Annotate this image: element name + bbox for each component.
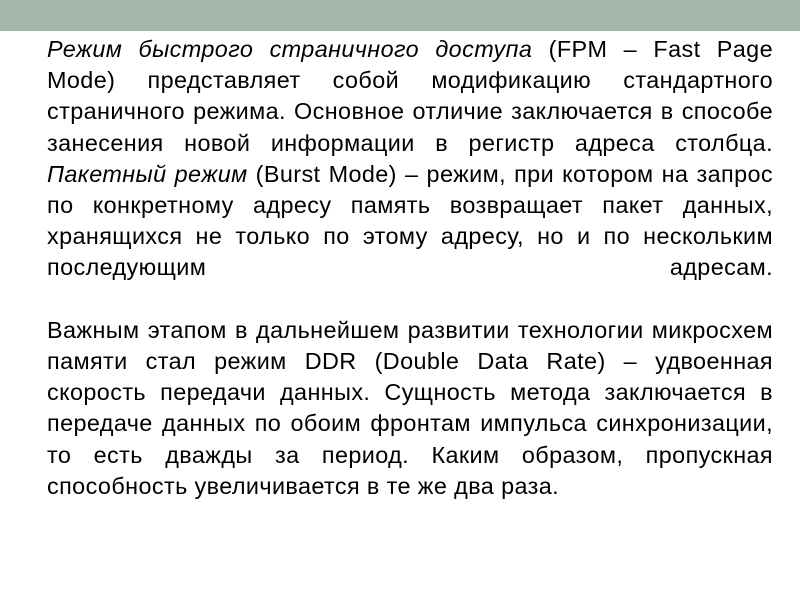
paragraph-burst — [47, 159, 773, 284]
term-burst: Пакетный режим — [47, 160, 248, 187]
paragraph-ddr-text: Важным этапом в дальнейшем развитии технологии микросхем памяти стал режим DDR (Double Data Rate) – удвоенная скорость передачи данных. Сущность метода заключается в передаче данных по обоим фронтам импульса синхронизации, то есть дважды за период. Каким образом, пропускная способность увеличивается в те же два раза. — [47, 316, 773, 499]
paragraph-fpm — [47, 34, 773, 159]
paragraph-gap — [47, 284, 773, 315]
paragraph-burst-text: (Burst Mode) – режим, при котором на запрос по конкретному адресу память возвращает пакет данных, хранящихся не только по этому адресу, но и по нескольким последующим адресам. — [47, 160, 773, 281]
slide-top-bar — [0, 0, 800, 31]
paragraph-ddr — [47, 315, 773, 502]
term-fpm: Режим быстрого страничного доступа — [47, 36, 533, 62]
slide-content — [47, 34, 773, 502]
paragraph-fpm-text: (FPM – Fast Page Mode) представляет собой модификацию стандартного страничного режима. Основное отличие заключается в способе занесения новой информации в регистр адреса столбца. — [47, 36, 773, 156]
